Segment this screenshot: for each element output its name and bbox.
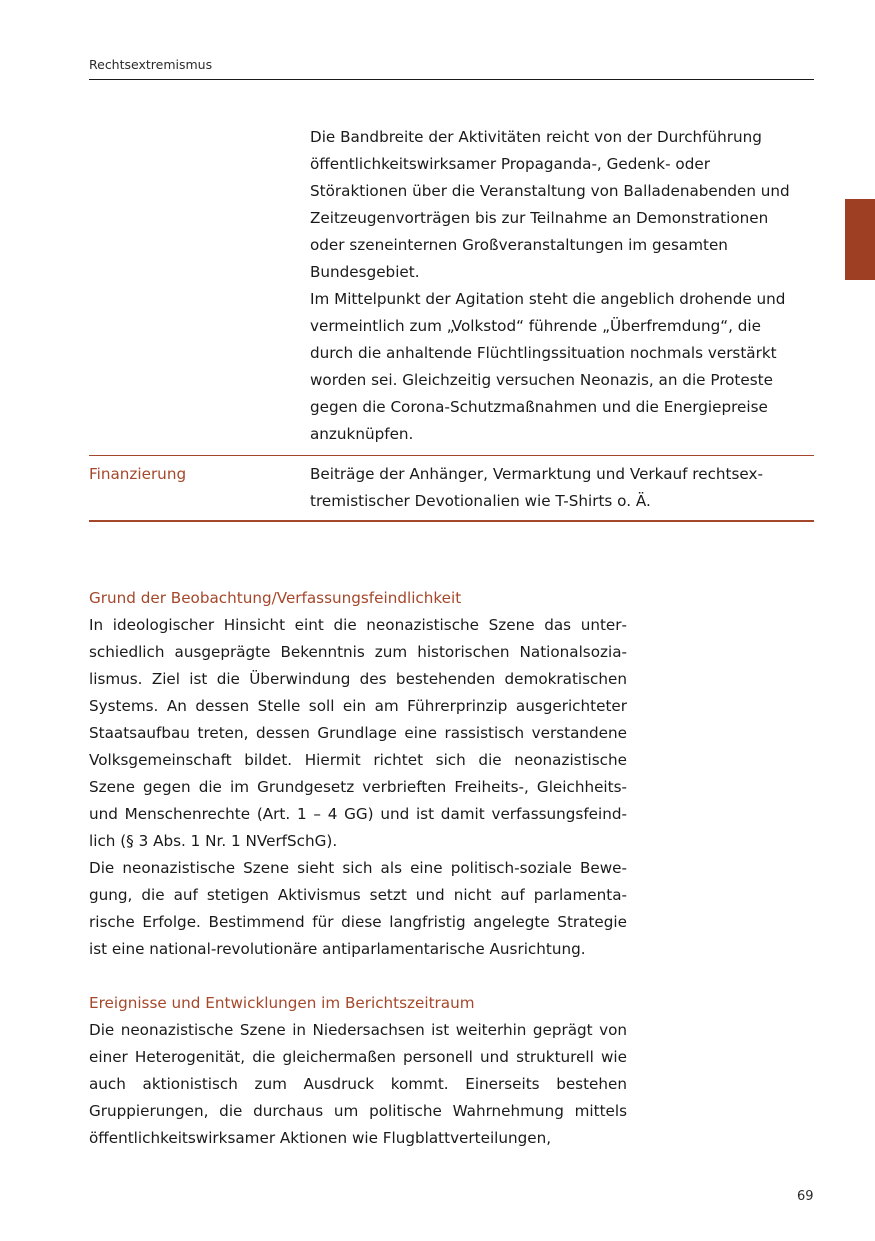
table-row-divider [89, 455, 814, 456]
agitation-paragraph: Im Mittelpunkt der Agitation steht die angeblich drohende und vermeintlich zum „Volkstod“ führende „Überfremdung“, die durch die anhaltende Flüchtlingssituation nochmals verstärkt worden sei. Gleichzeitig versuchen Neonazis, an die Proteste gegen die Corona-Schutzmaßnahmen und die Energiepreise anzuknüpfen. [310, 290, 786, 443]
section-heading: Grund der Beobachtung/Verfassungsfeindlichkeit [89, 589, 462, 607]
section-paragraph: Die neonazistische Szene in Niedersachsen ist weiterhin geprägt von einer Heterogenität, die gleichermaßen personell und strukturell wie auch aktionistisch zum Ausdruck kommt. Einerseits bestehen Gruppierungen, die durchaus um politische Wahrnehmung mittels öffentlichkeitswirksamer Aktionen wie Flugblattverteilungen, [89, 1021, 627, 1147]
page-number: 69 [797, 1189, 814, 1204]
section-heading: Ereignisse und Entwicklungen im Berichtszeitraum [89, 994, 475, 1012]
table-continuation-cell [310, 124, 804, 448]
section-paragraph: In ideologischer Hinsicht eint die neonazistische Szene das unterschiedlich ausgeprägte Bekenntnis zum historischen Nationalsozialismus. Ziel ist die Überwindung des bestehenden demokratischen Systems. An dessen Stelle soll ein am Führerprinzip ausgerichteter Staatsaufbau treten, dessen Grundlage eine rassistisch verstandene Volksgemeinschaft bildet. Hiermit richtet sich die neonazistische Szene gegen die im Grundgesetz verbrieften Freiheits-, Gleichheits- und Menschenrechte (Art. 1 – 4 GG) und ist damit verfassungsfeindlich (§ 3 Abs. 1 Nr. 1 NVerfSchG). [89, 616, 627, 850]
table-bottom-rule [89, 520, 814, 522]
header-rule [89, 79, 814, 80]
financing-text: Beiträge der Anhänger, Vermarktung und Verkauf rechtsextremistischer Devotionalien wie T-Shirts o. Ä. [310, 465, 763, 510]
chapter-tab-marker [845, 199, 875, 280]
financing-cell [310, 461, 804, 515]
section-paragraph: Die neonazistische Szene sieht sich als eine politisch-soziale Bewegung, die auf stetigen Aktivismus setzt und nicht auf parlamentarische Erfolge. Bestimmend für diese langfristig angelegte Strategie ist eine national-revolutionäre antiparlamentarische Ausrichtung. [89, 859, 627, 958]
section-events-developments [89, 990, 627, 1152]
running-head: Rechtsextremismus [89, 57, 213, 72]
activities-paragraph: Die Bandbreite der Aktivitäten reicht von der Durchführung öffentlichkeitswirksamer Propaganda-, Gedenk- oder Störaktionen über die Veranstaltung von Balladenabenden und Zeitzeugenvorträgen bis zur Teilnahme an Demonstrationen oder szeneinternen Großveranstaltungen im gesamten Bundesgebiet. [310, 128, 790, 281]
financing-label: Finanzierung [89, 465, 187, 483]
section-observation-grounds [89, 585, 627, 963]
